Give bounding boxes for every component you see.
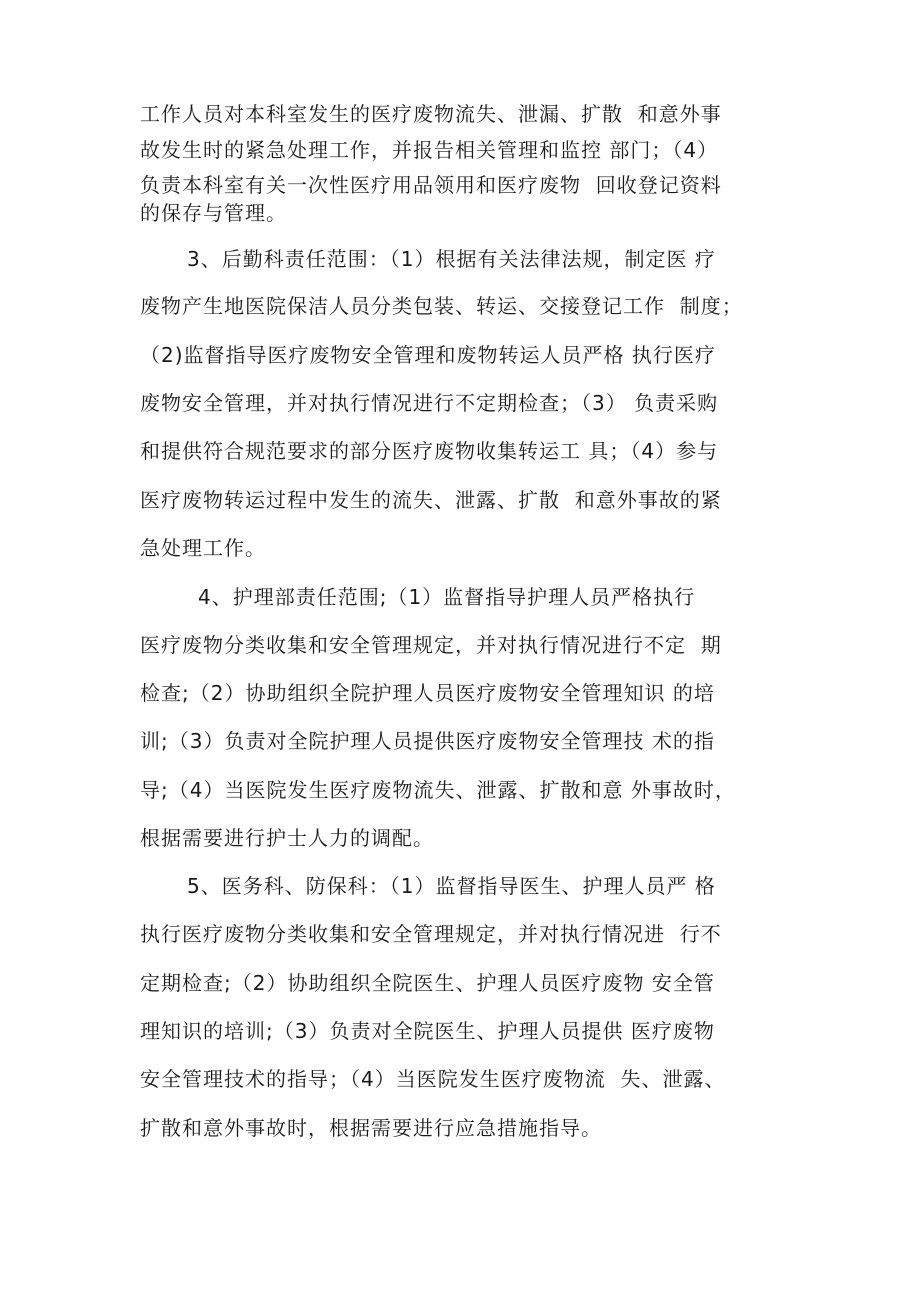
text-line: 检查;（2）协助组织全院护理人员医疗废物安全管理知识 的培: [140, 681, 715, 705]
text-line: 废物产生地医院保洁人员分类包装、转运、交接登记工作 制度；: [140, 294, 743, 318]
text-line: 负责本科室有关一次性医疗用品领用和医疗废物 回收登记资料: [140, 173, 722, 197]
text-line: 训;（3）负责对全院护理人员提供医疗废物安全管理技 术的指: [140, 729, 715, 753]
text-line: 根据需要进行护士人力的调配。: [140, 826, 434, 850]
text-line: 扩散和意外事故时，根据需要进行应急措施指导。: [140, 1116, 602, 1140]
text-line: 3、后勤科责任范围：（1）根据有关法律法规，制定医 疗: [187, 247, 716, 271]
text-line: 医疗废物转运过程中发生的流失、泄露、扩散 和意外事故的紧: [140, 488, 722, 512]
text-line: 故发生时的紧急处理工作，并报告相关管理和监控 部门；（4）: [140, 138, 719, 162]
text-line: 医疗废物分类收集和安全管理规定，并对执行情况进行不定 期: [140, 633, 722, 657]
text-line: 5、医务科、防保科：（1）监督指导医生、护理人员严 格: [187, 874, 716, 898]
text-line: 急处理工作。: [140, 536, 266, 560]
text-line: 的保存与管理。: [140, 201, 287, 225]
text-line: 和提供符合规范要求的部分医疗废物收集转运工 具；（4）参与: [140, 439, 719, 463]
text-line: 工作人员对本科室发生的医疗废物流失、泄漏、扩散 和意外事: [140, 102, 722, 126]
text-line: 4、护理部责任范围;（1）监督指导护理人员严格执行: [198, 585, 696, 609]
text-line: 安全管理技术的指导；（4）当医院发生医疗废物流 失、泄露、: [140, 1067, 726, 1091]
text-line: 定期检查;（2）协助组织全院医生、护理人员医疗废物 安全管: [140, 971, 715, 995]
text-line: 导;（4）当医院发生医疗废物流失、泄露、扩散和意 外事故时，: [140, 778, 736, 802]
text-line: （2)监督指导医疗废物安全管理和废物转运人员严格 执行医疗: [140, 343, 716, 367]
text-line: 理知识的培训;（3）负责对全院医生、护理人员提供 医疗废物: [140, 1019, 715, 1043]
text-line: 执行医疗废物分类收集和安全管理规定，并对执行情况进 行不: [140, 922, 722, 946]
text-line: 废物安全管理，并对执行情况进行不定期检查；（3） 负责采购: [140, 391, 719, 415]
